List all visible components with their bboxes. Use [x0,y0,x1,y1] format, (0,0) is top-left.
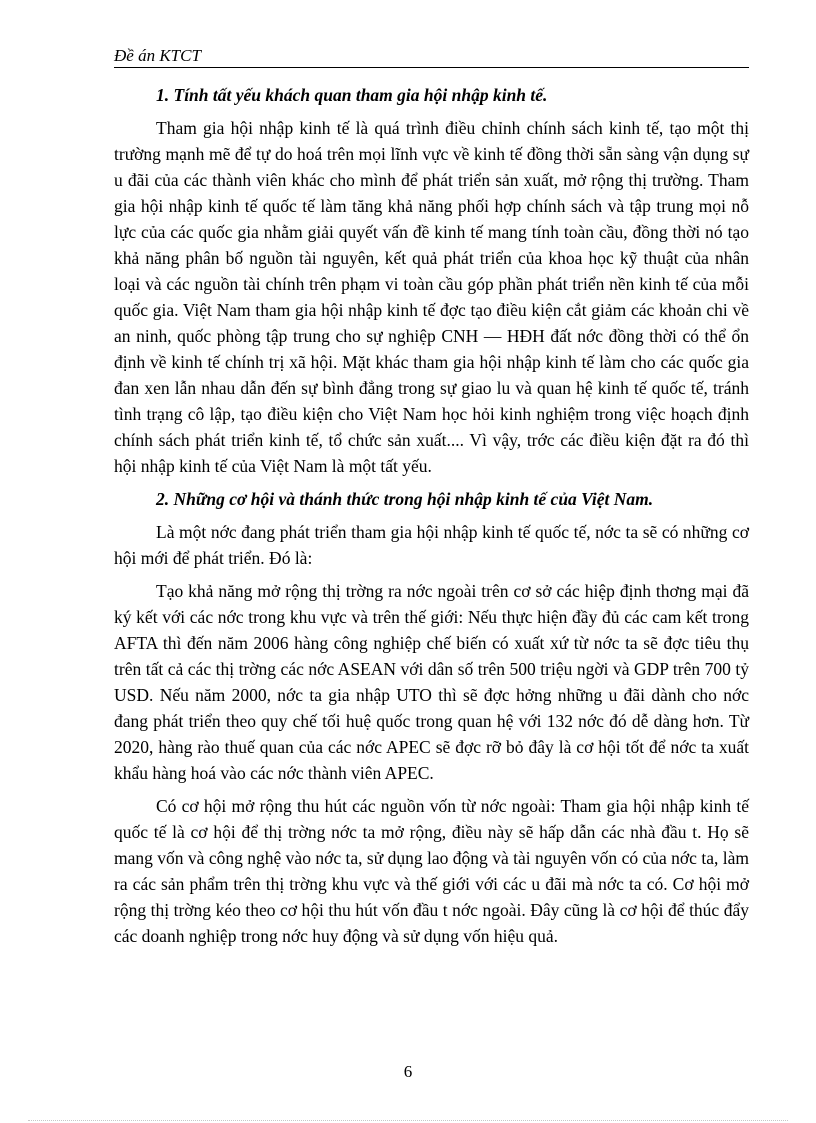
paragraph: Có cơ hội mở rộng thu hút các nguồn vốn từ nớc ngoài: Tham gia hội nhập kinh tế quốc tế là cơ hội để thị trờng nớc ta mở rộng, điều này sẽ hấp dẫn các nhà đầu t. Họ sẽ mang vốn và công nghệ vào nớc ta, sử dụng lao động và tài nguyên vốn có của nớc ta, làm ra các sản phẩm trên thị trờng khu vực và thế giới với các u đãi mà nớc ta có. Cơ hội mở rộng thị trờng kéo theo cơ hội thu hút vốn đầu t nớc ngoài. Đây cũng là cơ hội để thúc đẩy các doanh nghiệp trong nớc huy động và sử dụng vốn hiệu quả. [114,796,749,946]
section-heading: 2. Những cơ hội và thánh thức trong hội nhập kinh tế của Việt Nam. [156,489,654,509]
page-number: 6 [403,1062,413,1081]
document-body [114,82,749,956]
running-header: Đề án KTCT [114,46,749,68]
section-heading: 1. Tính tất yếu khách quan tham gia hội nhập kinh tế. [156,85,548,105]
paragraph: Là một nớc đang phát triển tham gia hội nhập kinh tế quốc tế, nớc ta sẽ có những cơ hội mới để phát triển. Đó là: [114,522,749,568]
paragraph: Tham gia hội nhập kinh tế là quá trình điều chỉnh chính sách kinh tế, tạo một thị trường mạnh mẽ để tự do hoá trên mọi lĩnh vực về kinh tế đồng thời sẵn sàng vận dụng sự u đãi của các thành viên khác cho mình để phát triển sản xuất, mở rộng thị trường. Tham gia hội nhập kinh tế quốc tế làm tăng khả năng phối hợp chính sách và tập trung mọi nỗ lực của các quốc gia nhằm giải quyết vấn đề kinh tế mang tính toàn cầu, đồng thời nó tạo khả năng phân bố nguồn tài nguyên, kết quả phát triển của khoa học kỹ thuật của nhân loại và các nguồn tài chính trên phạm vi toàn cầu góp phần phát triển nền kinh tế của mỗi quốc gia. Việt Nam tham gia hội nhập kinh tế đợc tạo điều kiện cắt giảm các khoản chi về an ninh, quốc phòng tập trung cho sự nghiệp CNH — HĐH đất nớc đồng thời có thể ổn định về kinh tế chính trị xã hội. Mặt khác tham gia hội nhập kinh tế làm cho các quốc gia đan xen lẫn nhau dẫn đến sự bình đẳng trong sự giao lu và quan hệ kinh tế quốc tế, tránh tình trạng cô lập, tạo điều kiện cho Việt Nam học hỏi kinh nghiệm trong việc hoạch định chính sách phát triển kinh tế, tổ chức sản xuất.... Vì vậy, trớc các điều kiện đặt ra đó thì hội nhập kinh tế của Việt Nam là một tất yếu. [114,118,749,476]
paragraph: Tạo khả năng mở rộng thị trờng ra nớc ngoài trên cơ sở các hiệp định thơng mại đã ký kết với các nớc trong khu vực và trên thế giới: Nếu thực hiện đầy đủ các cam kết trong AFTA thì đến năm 2006 hàng công nghiệp chế biến có xuất xứ từ nớc ta sẽ đợc tiêu thụ trên tất cả các thị trờng các nớc ASEAN với dân số trên 500 triệu ngời và GDP trên 700 tỷ USD. Nếu năm 2000, nớc ta gia nhập UTO thì sẽ đợc hởng những u đãi dành cho nớc đang phát triển theo quy chế tối huệ quốc trong quan hệ với 132 nớc đó dễ dàng hơn. Từ 2020, hàng rào thuế quan của các nớc APEC sẽ đợc rỡ bỏ đây là cơ hội tốt để nớc ta xuất khẩu hàng hoá vào các nớc thành viên APEC. [114,581,749,783]
footer-divider [28,1120,788,1121]
